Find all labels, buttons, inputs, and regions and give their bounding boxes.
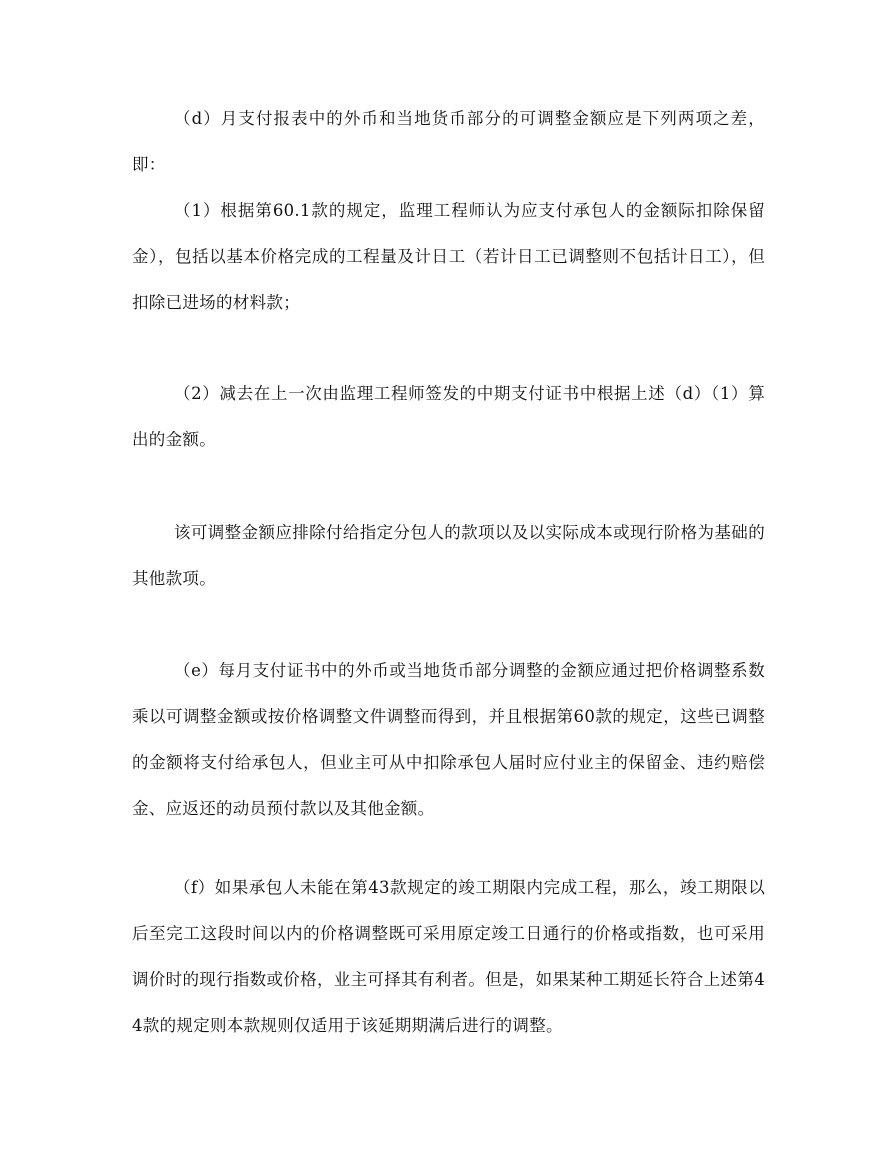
paragraph-e: （e）每月支付证书中的外币或当地货币部分调整的金额应通过把价格调整系数乘以可调整金额或按价格调整文件调整而得到，并且根据第60款的规定，这些已调整的金额将支付给承包人，但业主可从中扣除承包人届时应付业主的保留金、违约赔偿金、应返还的动员预付款以及其他金额。 bbox=[132, 661, 765, 818]
paragraph-exclusion: 该可调整金额应排除付给指定分包人的款项以及以实际成本或现行阶格为基础的其他款项。 bbox=[132, 523, 765, 588]
paragraph-d: （d）月支付报表中的外币和当地货币部分的可调整金额应是下列两项之差，即： bbox=[132, 109, 765, 174]
paragraph-d-1: （1）根据第60.1款的规定，监理工程师认为应支付承包人的金额际扣除保留金），包括以基本价格完成的工程量及计日工（若计日工已调整则不包括计日工），但扣除已进场的材料款； bbox=[132, 201, 765, 312]
paragraph-d-2: （2）减去在上一次由监理工程师签发的中期支付证书中根据上述（d）（1）算出的金额。 bbox=[132, 384, 765, 449]
paragraph-f: （f）如果承包人未能在第43款规定的竣工期限内完成工程，那么，竣工期限以后至完工这段时间以内的价格调整既可采用原定竣工日通行的价格或指数，也可采用调价时的现行指数或价格，业主可择其有利者。但是，如果某种工期延长符合上述第44款的规定则本款规则仅适用于该延期期满后进行的调整。 bbox=[132, 878, 765, 1035]
